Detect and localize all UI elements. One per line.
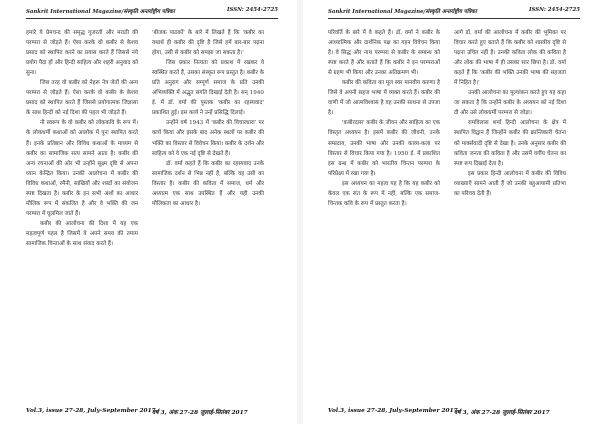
paragraph: आगे डॉ. वर्मा की आलोचना में कबीर की भूमिका पर विचार करते हुए बताते हैं कि कबीर को शास्त्रीय दृष्टि से पढ़ना उचित नहीं है। उनकी कविता लोक की कविता है और लोक की भाषा में ही उसका सार छिपा है। डॉ. वर्मा कहते हैं कि 'कबीर की भक्ति उनकी भाषा की सहजता में निहित है।' [454,30,566,87]
text-column-1 [26,28,138,378]
footer-volume: Vol.3, issue 27-28, July-September 2017. [26,408,158,414]
center-fold [297,0,303,424]
paragraph: कबीर की कविता का मूल स्वर मानवीय करुणा है जिसे वे अपनी सहज भाषा में व्यक्त करते हैं। कबीर की वाणी में जो आत्मविश्वास है वह उनकी साधना से उपजा है। [328,80,440,117]
footer-volume: Vol.3, issue 27-28, July-September 2017. [328,408,460,414]
text-column-2 [454,28,566,378]
journal-title: Sankrit International Magazine/संस्कृति अन्तर्राष्ट्रीय पत्रिका [328,9,477,15]
running-header [328,6,580,19]
paragraph: रामविलास शर्मा हिन्दी आलोचना के क्षेत्र में स्थापित विद्वान हैं जिन्होंने कबीर की क्रान्तिकारी चेतना को मार्क्सवादी दृष्टि से देखा है। उनके अनुसार कबीर की कविता जनता की कविता है और उसमें वर्गीय चेतना का स्पष्ट रूप दिखाई देता है। [454,120,566,167]
page-left [4,0,294,424]
footer-volume-hindi: वर्ष 3, अंक 27-28 जुलाई-सितंबर 2017 [152,410,248,416]
issn: ISSN: 2454-2725 [226,7,278,13]
paragraph: हमारे ये प्रेमचन्द की समृद्ध गुजरती और मराठी की परम्परा से जोड़ते हैं। ऐसा करके वो कबीर से केशव प्रसाद को स्थापित करने का प्रयास करते हैं जिससे नये प्रयोग पैदा हों और हिन्दी साहित्य और शहरी अनुवाद को सुना। [26,30,138,77]
paragraph: उन्होंने वर्ष 1943 में 'कबीर की विचारधारा' पर कार्य किया और इसके बाद अनेक स्थलों पर कबीर की भक्ति का विस्तार से विवेचन किया। कबीर के दर्शन और साहित्य को वे एक नई दृष्टि से देखते हैं। [152,120,264,157]
paragraph: इस प्रकार हिन्दी आलोचना में कबीर की विविध व्याख्याएँ सामने आती हैं जो उनकी बहुआयामी प्रतिभा का परिचय देती हैं। [454,170,566,197]
paragraph: 'कबीरदास' कबीर के जीवन और साहित्य का एक विस्तृत अध्ययन है। इसमें कबीर की जीवनी, उनके सम्प्रदाय, उनकी भाषा और उनकी काव्य-कला पर विस्तार से विचार किया गया है। 1950 ई. में प्रकाशित इस ग्रन्थ में कबीर को भारतीय चिन्तन परम्परा के परिप्रेक्ष्य में रखा गया है। [328,120,440,177]
text-column-2 [152,28,264,378]
paragraph: परिवर्ति के बारे में वे कहते हैं। डॉ. वर्मा ने कबीर के आध्यात्मिक और दार्शनिक पक्ष का गहन विवेचन किया है। वे सिद्ध और नाथ परम्परा से कबीर के सम्बन्ध को स्पष्ट करते हैं और बताते हैं कि कबीर ने इन परम्पराओं से ग्रहण भी किया और उनका अतिक्रमण भी। [328,30,440,77]
text-column-1 [328,28,440,378]
page-right [306,0,596,424]
paragraph: नौ स्वरूप के वो कबीर को लोककवि के रूप में। के लोकधर्मी कथाओं को आलोक में पुनः स्थापित करते हैं। इनके प्रतिष्ठान और विविध कथाओं के माध्यम से कबीर का सामाजिक सत्य सामने आता है। कबीर की अन्य रचनाओं की ओर भी उन्होंने सूक्ष्म दृष्टि से अपना ध्यान केन्द्रित किया। उनकी आलोचना में कबीर की विविध कथाओं, रमैनी, साखियों और शब्दों का संयोजन स्पष्ट दिखता है। कबीर के इन सभी अंशों का आधार मौलिक रूप में संकलित है और वे भक्ति की जन परम्परा में घुलमिल जाते हैं। [26,120,138,217]
issn: ISSN: 2454-2725 [528,7,580,13]
paragraph: जिस तरह वो कबीर को नेहरू नेत्र जेतों की अन्य परम्परा से जोड़ते हैं। ऐसा करके वो कबीर के केशव प्रसाद को स्थापित करते हैं जिससे प्रयोगात्मक जिज्ञासा के साथ हिन्दी को नई दिशा की पहल भी जोड़ते हैं। [26,80,138,117]
paragraph: कबीर की आलोचना की दिशा में यह एक महत्वपूर्ण पहल है जिसमें वे अपने समय की तमाम सामाजिक चिन्ताओं के साथ संवाद करते हैं। [26,220,138,247]
paragraph: 'बीजक पाठकों' के बारे में लिखते हैं कि 'कबीर का यथार्थ ही कबीर की दृष्टि है जिसे हमें बार-बार पढ़ना होगा, उसी से कबीर को समझा जा सकता है।' [152,30,264,57]
paragraph: उनकी आलोचना का मूल्यांकन करते हुए यह कहा जा सकता है कि उन्होंने कबीर के अध्ययन को नई दिशा दी और उसे लोकधर्मी परम्परा से जोड़ा। [454,90,566,117]
running-header [26,6,278,19]
footer-volume-hindi: वर्ष 3, अंक 27-28 जुलाई-सितंबर 2017 [454,410,550,416]
paragraph: इस अध्ययन का महत्व यह है कि यह कबीर को केवल एक संत के रूप में नहीं, बल्कि एक समाज-चिन्तक कवि के रूप में प्रस्तुत करता है। [328,180,440,207]
journal-title: Sankrit International Magazine/संस्कृति अन्तर्राष्ट्रीय पत्रिका [26,9,175,15]
paragraph: जिस प्रकार नित्यता को प्रकाश में रखकर वे स्वस्थित करते हैं, उसका संस्कृत रूप प्रस्तुत है। कबीर के प्रति अनुराग और सम्पूर्ण समाज के प्रति उनकी अभिव्यक्ति में अद्भुत संगति दिखाई देती है। सन् 1940 ई. में डॉ. वर्मा की पुस्तक 'कबीर का रहस्यवाद' प्रकाशित हुई। इस कार्य ने उन्हें प्रसिद्धि दिलाई। [152,60,264,117]
paragraph: डॉ. वर्मा कहते हैं कि कबीर का रहस्यवाद उनके सामाजिक दर्शन से भिन्न नहीं है, बल्कि वह उसी का विस्तार है। कबीर की कविता में समाज, धर्म और अध्यात्म एक साथ उपस्थित हैं और यही उनकी मौलिकता का आधार है। [152,160,264,207]
